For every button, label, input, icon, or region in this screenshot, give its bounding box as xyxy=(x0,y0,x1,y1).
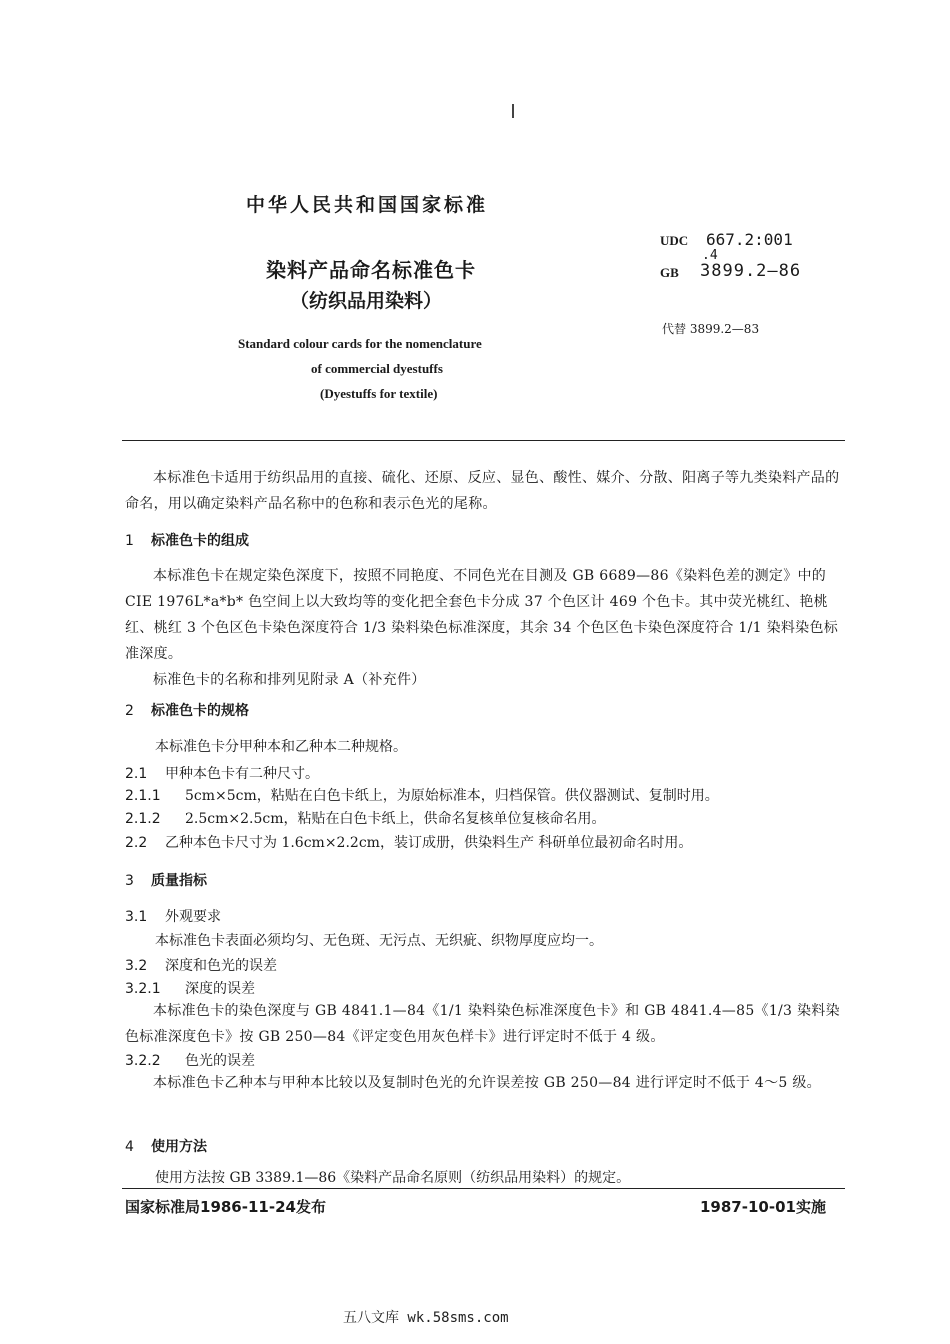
footer-divider xyxy=(122,1188,845,1189)
section-2-title: 标准色卡的规格 xyxy=(151,703,249,719)
clause-2-1-number: 2.1 xyxy=(125,766,148,782)
scan-mark xyxy=(512,104,514,118)
clause-2-2-text: 乙种本色卡尺寸为 1.6cm×2.2cm，装订成册，供染料生产 科研单位最初命名时用。 xyxy=(165,835,693,851)
clause-3-2-1-number: 3.2.1 xyxy=(125,981,161,997)
issued-date: 国家标准局1986-11-24发布 xyxy=(125,1198,326,1216)
english-title-line-2: of commercial dyestuffs xyxy=(311,361,443,376)
clause-2-1-2-number: 2.1.2 xyxy=(125,811,161,827)
section-4-title: 使用方法 xyxy=(151,1139,207,1155)
clause-3-2-2 xyxy=(125,1050,255,1070)
clause-3-2-1-text: 本标准色卡的染色深度与 GB 4841.1—84《1/1 染料染色标准深度色卡》和 GB 4841.4—85《1/3 染料染色标准深度色卡》按 GB 250—84《评定变色用灰色样卡》进行评定时不低于 4 级。 xyxy=(125,1003,840,1045)
english-title-line-1: Standard colour cards for the nomenclature xyxy=(238,336,482,351)
clause-2-1-text: 甲种本色卡有二种尺寸。 xyxy=(165,766,319,782)
gb-label: GB xyxy=(660,265,679,280)
section-2-number: 2 xyxy=(125,703,134,719)
document-subtitle: （纺织品用染料） xyxy=(290,290,443,312)
clause-3-2-2-title: 色光的误差 xyxy=(185,1053,255,1069)
section-1-heading xyxy=(125,530,249,550)
clause-3-1-number: 3.1 xyxy=(125,909,148,925)
clause-2-1-1 xyxy=(125,785,719,805)
clause-2-2-number: 2.2 xyxy=(125,835,148,851)
clause-2-1 xyxy=(125,763,319,783)
udc-label: UDC xyxy=(660,233,689,248)
replaces-note: 代替 3899.2—83 xyxy=(662,322,760,336)
clause-3-2-1-body xyxy=(125,998,847,1050)
section-3-number: 3 xyxy=(125,873,134,889)
udc-subvalue: .4 xyxy=(702,248,718,263)
section-3-heading xyxy=(125,870,207,890)
clause-3-1 xyxy=(125,906,221,926)
clause-2-1-2 xyxy=(125,808,606,828)
section-3-title: 质量指标 xyxy=(151,873,207,889)
section-1-title: 标准色卡的组成 xyxy=(151,533,249,549)
clause-3-2-1 xyxy=(125,978,255,998)
section-4-number: 4 xyxy=(125,1139,134,1155)
site-watermark: 五八文库 wk.58sms.com xyxy=(343,1310,509,1326)
clause-3-2-2-text: 本标准色卡乙种本与甲种本比较以及复制时色光的允许误差按 GB 250—84 进行评定时不低于 4～5 级。 xyxy=(153,1075,821,1091)
clause-3-1-text: 本标准色卡表面必须均匀、无色斑、无污点、无织疵、织物厚度应均一。 xyxy=(155,933,603,949)
document-title: 染料产品命名标准色卡 xyxy=(266,258,476,282)
clause-3-2 xyxy=(125,955,277,975)
effective-date: 1987-10-01实施 xyxy=(700,1198,826,1216)
clause-3-2-2-number: 3.2.2 xyxy=(125,1053,161,1069)
section-1-paragraph-1: 本标准色卡在规定染色深度下，按照不同艳度、不同色光在目测及 GB 6689—86《染料色差的测定》中的 CIE 1976L*a*b* 色空间上以大致均等的变化把全套色卡分成 37 个色区计 469 个色卡。其中荧光桃红、艳桃红、桃红 3 个色区色卡染色深度符合 1/3 染料染色标准深度，其余 34 个色区色卡染色深度符合 1/1 染料染色标准深度。 xyxy=(125,568,839,662)
clause-3-2-title: 深度和色光的误差 xyxy=(165,958,277,974)
section-2-heading xyxy=(125,700,249,720)
clause-3-2-number: 3.2 xyxy=(125,958,148,974)
country-standard-heading: 中华人民共和国国家标准 xyxy=(246,194,489,216)
clause-3-2-2-body xyxy=(125,1070,847,1096)
section-4-text: 使用方法按 GB 3389.1—86《染料产品命名原则（纺织品用染料）的规定。 xyxy=(155,1170,631,1186)
section-1-body xyxy=(125,563,847,693)
clause-3-2-1-title: 深度的误差 xyxy=(185,981,255,997)
english-title-line-3: (Dyestuffs for textile) xyxy=(320,386,438,401)
clause-2-1-1-text: 5cm×5cm，粘贴在白色卡纸上，为原始标准本，归档保管。供仪器测试、复制时用。 xyxy=(185,788,719,804)
section-4-heading xyxy=(125,1136,207,1156)
section-2-paragraph: 本标准色卡分甲种本和乙种本二种规格。 xyxy=(155,739,407,755)
header-divider xyxy=(122,440,845,441)
intro-text: 本标准色卡适用于纺织品用的直接、硫化、还原、反应、显色、酸性、媒介、分散、阳离子等九类染料产品的命名，用以确定染料产品名称中的色称和表示色光的尾称。 xyxy=(125,470,840,512)
clause-2-2 xyxy=(125,832,692,852)
gb-number: 3899.2—86 xyxy=(700,261,802,281)
intro-paragraph xyxy=(125,465,847,517)
clause-2-1-1-number: 2.1.1 xyxy=(125,788,161,804)
section-1-number: 1 xyxy=(125,533,134,549)
section-1-paragraph-2: 标准色卡的名称和排列见附录 A（补充件） xyxy=(153,672,426,688)
clause-3-1-title: 外观要求 xyxy=(165,909,221,925)
clause-2-1-2-text: 2.5cm×2.5cm，粘贴在白色卡纸上，供命名复核单位复核命名用。 xyxy=(185,811,606,827)
udc-value: 667.2:001 xyxy=(706,230,793,249)
